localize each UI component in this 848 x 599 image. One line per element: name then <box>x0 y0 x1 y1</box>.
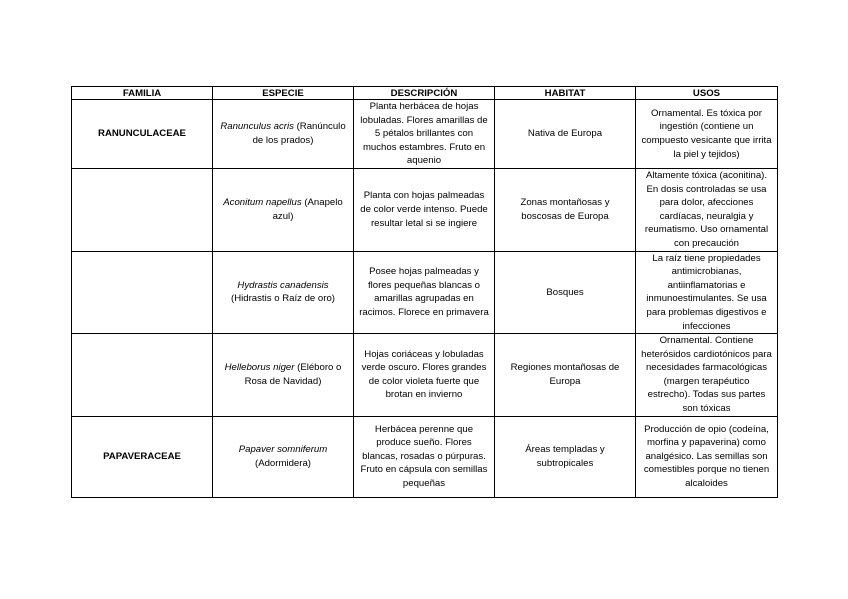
species-common-name: (Adormidera) <box>255 457 311 469</box>
header-familia: FAMILIA <box>72 87 213 100</box>
species-scientific-name: Papaver somniferum <box>238 444 328 456</box>
cell-habitat: Bosques <box>495 251 636 334</box>
cell-descripcion: Hojas coriáceas y lobuladas verde oscuro. Flores grandes de color violeta fuerte que brotan en invierno <box>354 334 495 417</box>
header-habitat: HABITAT <box>495 87 636 100</box>
cell-usos: La raíz tiene propiedades antimicrobianas, antiinflamatorias e inmunoestimulantes. Se usa para problemas digestivos e infecciones <box>636 251 778 334</box>
cell-familia: PAPAVERACEAE <box>72 416 213 497</box>
cell-descripcion: Posee hojas palmeadas y flores pequeñas blancas o amarillas agrupadas en racimos. Florece en primavera <box>354 251 495 334</box>
species-common-name: (Eléboro o Rosa de Navidad) <box>244 362 342 387</box>
cell-habitat: Nativa de Europa <box>495 100 636 169</box>
cell-especie <box>213 100 354 169</box>
table-row <box>72 168 778 251</box>
cell-familia: RANUNCULACEAE <box>72 100 213 169</box>
header-especie: ESPECIE <box>213 87 354 100</box>
table-row <box>72 334 778 417</box>
plant-families-table <box>71 86 778 498</box>
species-common-name: (Ranúnculo de los prados) <box>252 121 346 146</box>
cell-usos: Ornamental. Contiene heterósidos cardiotónicos para necesidades farmacológicas (margen terapéutico estrecho). Todas sus partes son tóxicas <box>636 334 778 417</box>
cell-habitat: Regiones montañosas de Europa <box>495 334 636 417</box>
species-common-name: (Hidrastis o Raíz de oro) <box>231 293 335 305</box>
species-common-name: (Anapelo azul) <box>272 197 343 222</box>
header-descripcion: DESCRIPCIÓN <box>354 87 495 100</box>
cell-descripcion: Planta herbácea de hojas lobuladas. Flores amarillas de 5 pétalos brillantes con muchos estambres. Fruto en aquenio <box>354 100 495 169</box>
cell-habitat: Áreas templadas y subtropicales <box>495 416 636 497</box>
header-row <box>72 87 778 100</box>
species-scientific-name: Aconitum napellus <box>223 197 302 209</box>
cell-descripcion: Herbácea perenne que produce sueño. Flores blancas, rosadas o púrpuras. Fruto en cápsula con semillas pequeñas <box>354 416 495 497</box>
table-row <box>72 251 778 334</box>
table-row <box>72 100 778 169</box>
cell-usos: Altamente tóxica (aconitina). En dosis controladas se usa para dolor, afecciones cardíacas, neuralgia y reumatismo. Uso ornamental con precaución <box>636 168 778 251</box>
cell-especie <box>213 416 354 497</box>
species-scientific-name: Ranunculus acris <box>220 121 294 133</box>
header-usos: USOS <box>636 87 778 100</box>
cell-especie <box>213 168 354 251</box>
cell-familia <box>72 251 213 334</box>
cell-usos: Producción de opio (codeína, morfina y papaverina) como analgésico. Las semillas son comestibles porque no tienen alcaloides <box>636 416 778 497</box>
cell-especie <box>213 251 354 334</box>
table-row <box>72 416 778 497</box>
species-scientific-name: Helleborus niger <box>224 362 295 374</box>
cell-usos: Ornamental. Es tóxica por ingestión (contiene un compuesto vesicante que irrita la piel y tejidos) <box>636 100 778 169</box>
cell-habitat: Zonas montañosas y boscosas de Europa <box>495 168 636 251</box>
cell-familia <box>72 168 213 251</box>
cell-descripcion: Planta con hojas palmeadas de color verde intenso. Puede resultar letal si se ingiere <box>354 168 495 251</box>
cell-familia <box>72 334 213 417</box>
species-scientific-name: Hydrastis canadensis <box>237 279 329 291</box>
cell-especie <box>213 334 354 417</box>
